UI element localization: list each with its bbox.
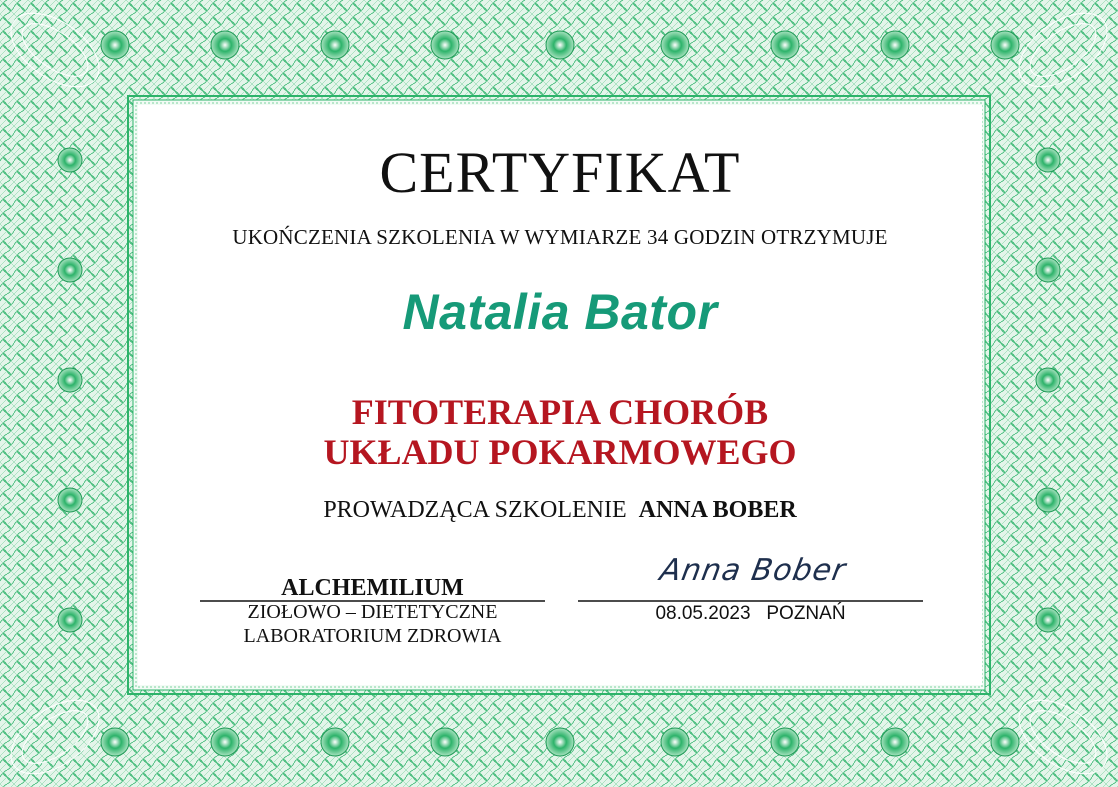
certificate-subtitle: UKOŃCZENIA SZKOLENIA W WYMIARZE 34 GODZIN OTRZYMUJE [232,225,888,249]
instructor-label: PROWADZĄCA SZKOLENIE [323,497,627,523]
certificate-title: CERTYFIKAT [379,140,741,205]
date-and-place: 08.05.2023 POZNAŃ [655,603,846,624]
handwritten-signature: Anna Bober [657,553,849,588]
organization-line-1: ZIOŁOWO – DIETETYCZNE [247,601,498,623]
organization-name: ALCHEMILIUM [281,575,464,601]
recipient-name: Natalia Bator [402,284,718,340]
certificate-body [138,105,982,685]
instructor-name: ANNA BOBER [638,497,797,523]
course-title-line-1: FITOTERAPIA CHORÓB [351,392,769,432]
course-title-line-2: UKŁADU POKARMOWEGO [323,432,797,472]
organization-line-2: LABORATORIUM ZDROWIA [243,625,502,647]
